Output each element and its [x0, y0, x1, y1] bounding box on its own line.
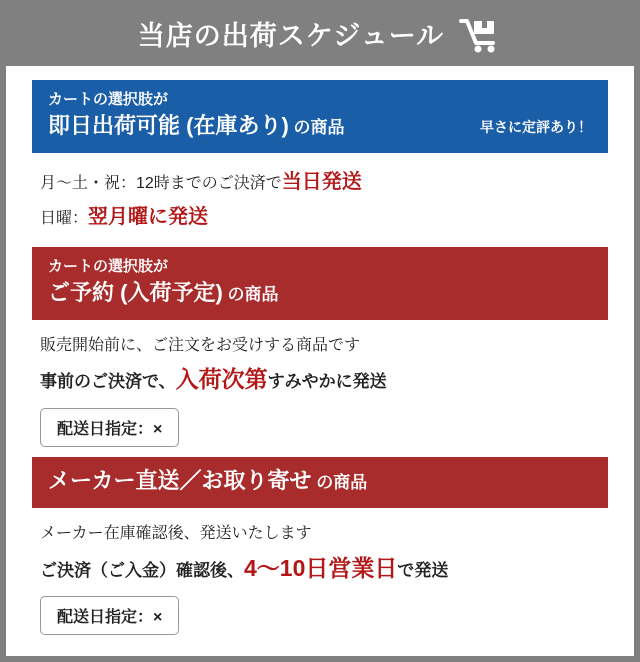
banner-text-group: [48, 467, 367, 496]
banner-subtitle: カートの選択肢が: [48, 91, 169, 108]
delivery-date-chip: 配送日指定：×: [40, 408, 179, 447]
page-header: [6, 6, 634, 66]
line-emphasis: 入荷次第: [175, 366, 268, 393]
section-banner-preorder: [32, 247, 608, 320]
line-emphasis: 当日発送: [281, 170, 362, 193]
banner-title: [48, 112, 345, 141]
banner-title-strong: メーカー直送／お取り寄せ: [48, 468, 312, 494]
banner-title-strong: ご予約 (入荷予定): [48, 280, 223, 306]
banner-note: [582, 492, 592, 496]
delivery-date-chip-wrap: [40, 402, 600, 447]
banner-title: [48, 467, 367, 496]
section-lines-in-stock: [32, 153, 608, 247]
banner-title-suffix: の商品: [311, 473, 368, 493]
banner-note: 早さに定評あり！: [480, 118, 592, 135]
line-prefix: 販売開始前に、ご注文をお受けする商品です: [40, 336, 361, 354]
banner-text-group: [48, 257, 279, 308]
line-suffix: すみやかに発送: [267, 372, 387, 392]
line-item: [40, 202, 600, 233]
line-item: [40, 362, 600, 398]
hand-truck-icon: [458, 19, 502, 53]
banner-title: [48, 279, 279, 308]
line-item: [40, 167, 600, 198]
line-prefix: メーカー在庫確認後、発送いたします: [40, 524, 312, 542]
banner-subtitle: カートの選択肢が: [48, 257, 169, 275]
line-suffix: で発送: [397, 560, 449, 580]
banner-title-suffix: の商品: [222, 285, 279, 305]
section-direct-shipping: [32, 457, 608, 645]
line-prefix: 事前のご決済で、: [40, 372, 176, 392]
line-prefix: ご決済（ご入金）確認後、: [40, 560, 244, 580]
line-item: [40, 522, 600, 547]
section-preorder: [32, 247, 608, 457]
line-item: [40, 334, 600, 359]
banner-title-suffix: の商品: [288, 118, 345, 138]
line-emphasis: 4〜10日営業日: [244, 554, 398, 581]
delivery-date-chip-wrap: [40, 590, 600, 635]
section-banner-in-stock: [32, 80, 608, 153]
page-title: 当店の出荷スケジュール: [137, 20, 445, 51]
banner-note: [582, 304, 592, 308]
section-banner-direct-shipping: [32, 457, 608, 508]
section-in-stock: [32, 80, 608, 247]
section-lines-direct-shipping: [32, 508, 608, 645]
schedule-content: [6, 66, 634, 655]
line-prefix: 月〜土・祝：12時までのご決済で: [40, 174, 282, 192]
banner-text-group: [48, 90, 345, 141]
line-prefix: 日曜：: [40, 209, 89, 227]
delivery-date-chip: 配送日指定：×: [40, 596, 179, 635]
line-emphasis: 翌月曜に発送: [88, 205, 209, 228]
banner-title-strong: 即日出荷可能 (在庫あり): [48, 113, 289, 139]
section-lines-preorder: [32, 320, 608, 457]
line-item: [40, 551, 600, 587]
